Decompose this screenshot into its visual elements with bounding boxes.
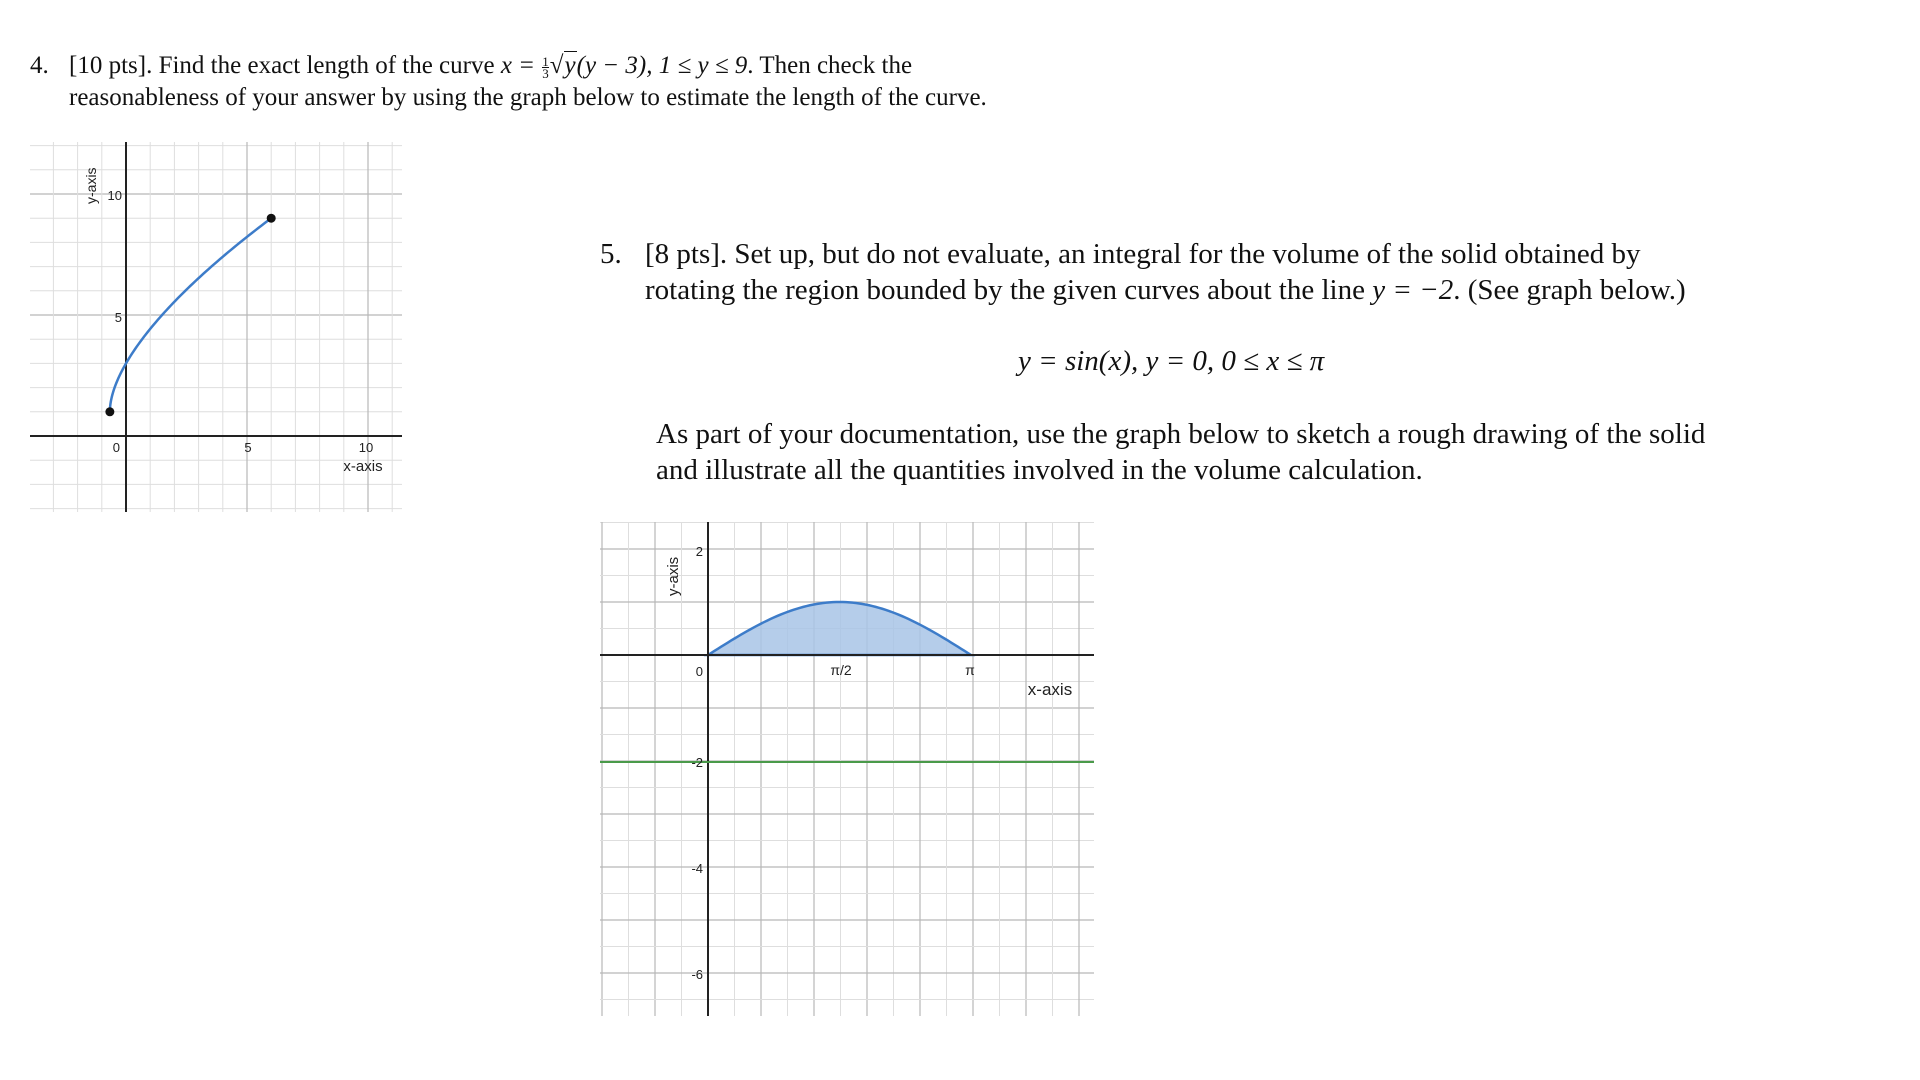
graph-2-tick-y-minus-2: -2 [691,755,703,770]
graph-2-y-axis-label: y-axis [665,556,682,596]
graph-1-y-axis-label: y-axis [83,167,99,204]
graph-2-tick-y-2: 2 [695,544,703,559]
graph-1-tick-y-5: 5 [114,310,122,325]
curve-end-point [267,214,276,223]
problem-5-line-2 [600,272,1686,308]
problem-4-text-a: [10 pts]. Find the exact length of the curve [69,52,501,79]
graph-2-tick-pi: π [965,662,975,678]
graph-1-tick-y-10: 10 [107,188,122,203]
documentation-line-1: As part of your documentation, use the graph below to sketch a rough drawing of the solid [656,418,1706,450]
graph-1-tick-x-5: 5 [244,440,252,455]
rotation-axis-equation: y = −2 [1372,274,1454,306]
documentation-line-2: and illustrate all the quantities involved in the volume calculation. [656,454,1423,486]
graph-2-tick-pi-over-2: π/2 [830,662,852,678]
graph-2-tick-y-minus-6: -6 [691,967,703,982]
region-equations: y = sin(x), y = 0, 0 ≤ x ≤ π [1018,345,1325,377]
graph-2-x-axis-label: x-axis [1027,680,1073,699]
problem-4-number: 4. [30,52,49,79]
problem-5-number: 5. [600,238,622,270]
graph-1-tick-x-10: 10 [358,440,374,455]
fraction-one-third [542,53,549,81]
fraction-denominator: 3 [542,65,549,81]
problem-4-expression: (y − 3), 1 ≤ y ≤ 9 [576,52,748,79]
problem-4-text-b: . Then check the [747,52,913,79]
problem-5-line-1 [600,236,1686,272]
graph-arc-length [30,142,402,512]
curve-start-point [105,407,114,416]
sqrt-argument: y [564,52,576,79]
problem-4 [30,50,987,114]
problem-4-x-eq: x = [500,52,542,79]
documentation-instructions [656,416,1705,488]
sqrt-symbol: √ [549,52,564,79]
problem-5-line-1-text: [8 pts]. Set up, but do not evaluate, an integral for the volume of the solid obtained by [645,238,1641,270]
problem-5 [600,236,1686,308]
graph-1-tick-origin: 0 [112,440,120,455]
problem-5-line-2-text-b: . (See graph below.) [1453,274,1686,306]
fraction-numerator: 1 [542,53,549,69]
graph-2-tick-origin: 0 [695,664,703,679]
problem-4-line-1 [30,50,987,82]
problem-4-line-2: reasonableness of your answer by using the graph below to estimate the length of the curve. [69,84,987,111]
graph-volume-region [600,522,1094,1016]
graph-1-x-axis-label: x-axis [343,458,383,475]
problem-5-line-2-text-a: rotating the region bounded by the given curves about the line [645,274,1373,306]
graph-2-tick-y-minus-4: -4 [691,861,703,876]
